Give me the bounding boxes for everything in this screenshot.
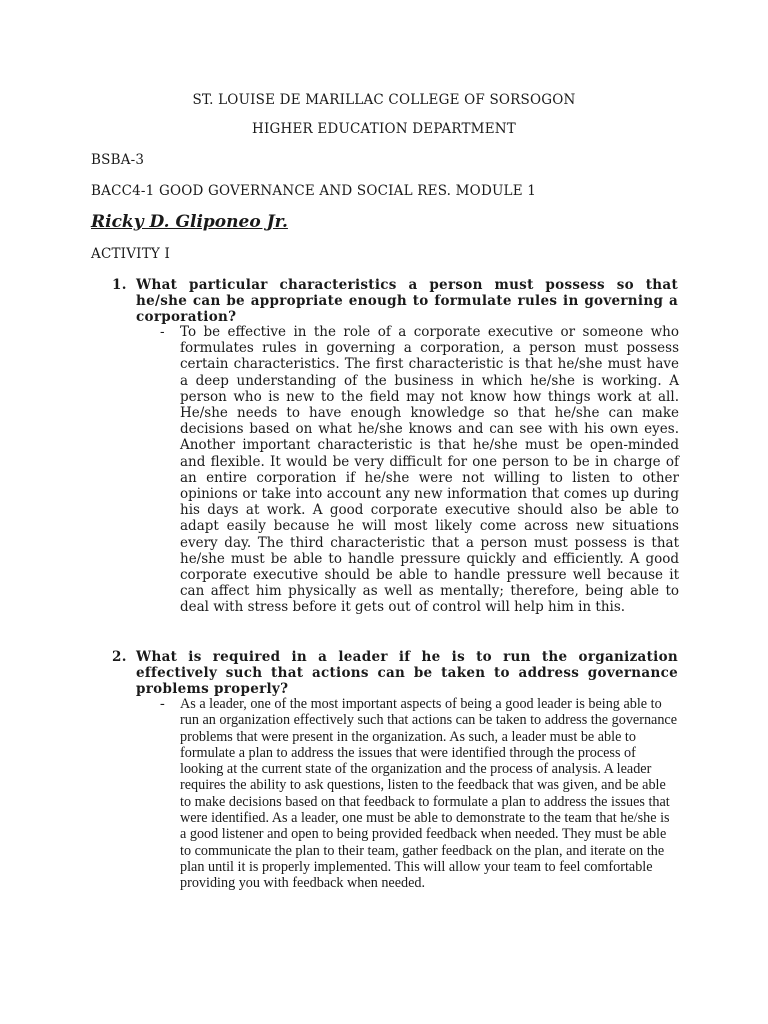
bullet-dash: - (160, 696, 165, 712)
course-label: BSBA-3 (91, 152, 145, 168)
department-title: HIGHER EDUCATION DEPARTMENT (252, 121, 516, 137)
subject-label: BACC4-1 GOOD GOVERNANCE AND SOCIAL RES. MODULE 1 (91, 183, 537, 199)
answer-text: To be effective in the role of a corporate executive or someone who formulates rules in governing a corporation, a person must possess certain characteristics. The first characteristic is that he/she must have a deep understanding of the business in which he/she is working. A person who is new to the field may not know how things work at all. He/she needs to have enough knowledge so that he/she can make decisions based on what he/she knows and can see with his own eyes. Another important characteristic is that he/she must be open-minded and flexible. It would be very difficult for one person to be in charge of an entire corporation if he/she were not willing to listen to other opinions or take into account any new information that comes up during his days at work. A good corporate executive should also be able to adapt easily because he will most likely come across new situations every day. The third characteristic that a person must possess is that he/she must be able to handle pressure quickly and efficiently. A good corporate executive should be able to handle pressure well because it can affect him physically as well as mentally; therefore, being able to deal with stress before it gets out of control will help him in this. (180, 324, 679, 616)
question-text: What particular characteristics a person must possess so that he/she can be appropriate enough to formulate rules in governing a corporation? (136, 277, 678, 325)
question-number: 2. (112, 649, 127, 665)
author-name: Ricky D. Gliponeo Jr. (91, 212, 288, 232)
question-number: 1. (112, 277, 127, 293)
answer-text: As a leader, one of the most important aspects of being a good leader is being able to run an organization effectively such that actions can be taken to address the governance problems that were present in the organization. As such, a leader must be able to formulate a plan to address the issues that were identified through the process of looking at the current state of the organization and the process of analysis. A leader requires the ability to ask questions, listen to the feedback that was given, and be able to make decisions based on that feedback to formulate a plan to address the issues that were identified. As a leader, one must be able to demonstrate to the team that he/she is a good listener and open to being provided feedback when needed. They must be able to communicate the plan to their team, gather feedback on the plan, and iterate on the plan until it is properly implemented. This will allow your team to feel comfortable providing you with feedback when needed. (180, 696, 678, 892)
activity-label: ACTIVITY I (91, 246, 171, 262)
question-1 (112, 277, 678, 325)
answer-2 (160, 696, 679, 892)
question-2 (112, 649, 678, 697)
institution-title: ST. LOUISE DE MARILLAC COLLEGE OF SORSOGON (192, 92, 576, 108)
question-text: What is required in a leader if he is to run the organization effectively such that actions can be taken to address governance problems properly? (136, 649, 678, 697)
bullet-dash: - (160, 324, 165, 340)
answer-1 (160, 324, 679, 616)
